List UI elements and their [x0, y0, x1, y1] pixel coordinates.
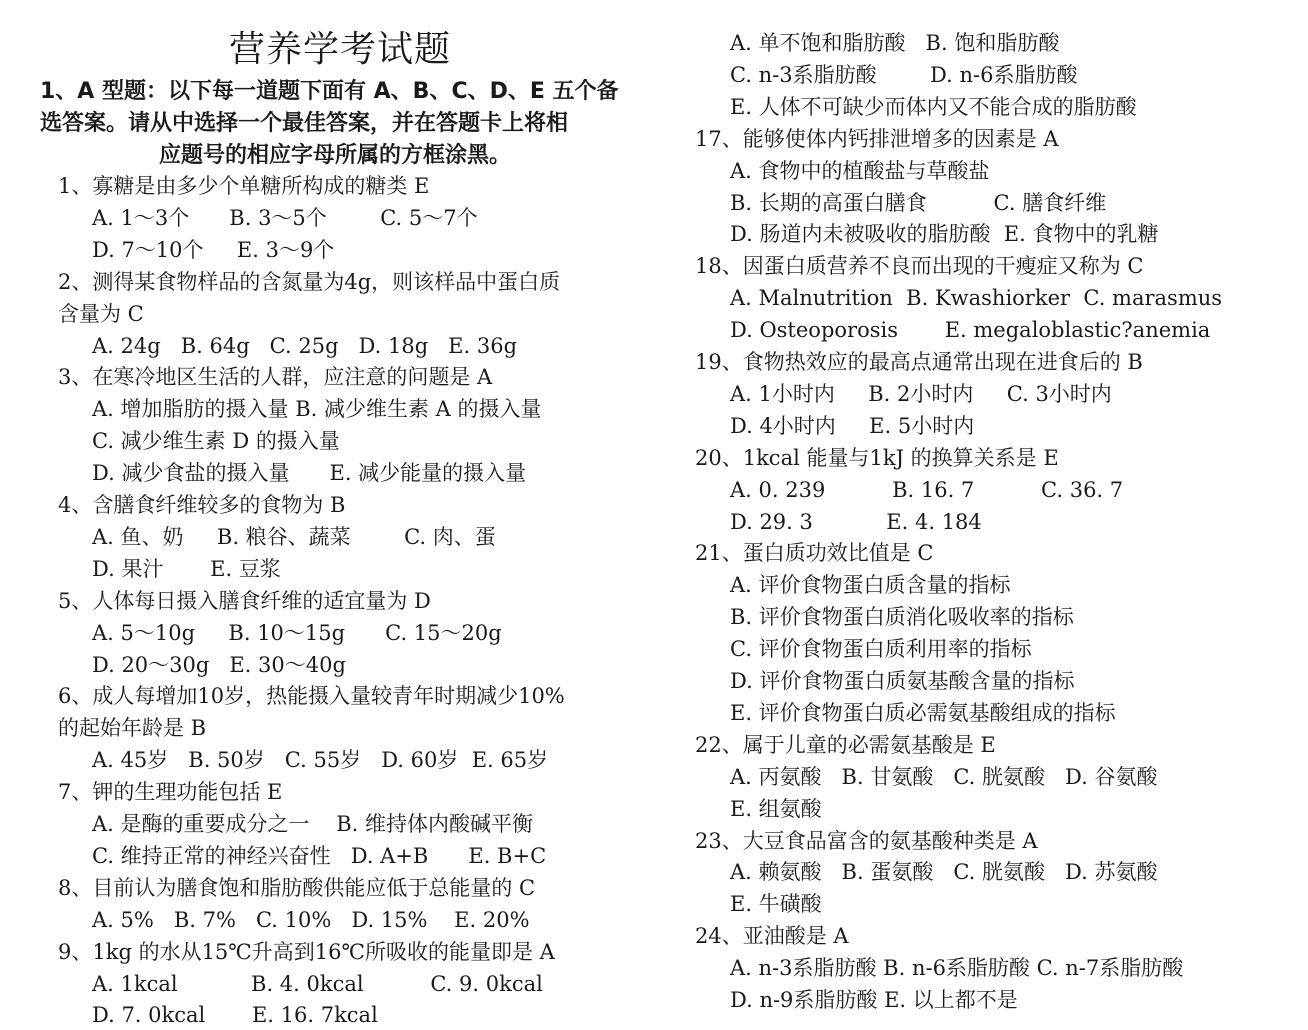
options-q17-opts-3: D. 肠道内未被吸收的脂肪酸 E. 食物中的乳糖: [730, 222, 1159, 247]
options-q1-opts-1: A. 1～3个 B. 3～5个 C. 5～7个: [92, 205, 478, 230]
options-q5-opts-1: A. 5～10g B. 10～15g C. 15～20g: [92, 620, 502, 645]
options-q21-opt-d: D. 评价食物蛋白质氨基酸含量的指标: [730, 669, 1075, 693]
question-q3: 3、在寒冷地区生活的人群，应注意的问题是 A: [58, 365, 493, 390]
options-q22-opts-1: A. 丙氨酸 B. 甘氨酸 C. 胱氨酸 D. 谷氨酸: [730, 764, 1158, 789]
instructions-line-2: 选答案。请从中选择一个最佳答案，并在答题卡上将相: [40, 111, 569, 136]
options-q20-opts-1: A. 0. 239 B. 16. 7 C. 36. 7: [730, 477, 1124, 502]
question-q2: 2、测得某食物样品的含氮量为4g，则该样品中蛋白质: [58, 269, 561, 294]
options-q16-opts-3: E. 人体不可缺少而体内又不能合成的脂肪酸: [730, 94, 1137, 119]
options-q20-opts-2: D. 29. 3 E. 4. 184: [730, 509, 982, 534]
question-q9: 9、1kg 的水从15℃升高到16℃所吸收的能量即是 A: [58, 939, 555, 964]
question-q7: 7、钾的生理功能包括 E: [58, 780, 283, 805]
options-q19-opts-1: A. 1小时内 B. 2小时内 C. 3小时内: [730, 381, 1112, 406]
options-q19-opts-2: D. 4小时内 E. 5小时内: [730, 413, 975, 438]
options-q18-opts-2: D. Osteoporosis E. megaloblastic?anemia: [730, 318, 1211, 343]
options-q16-opts-2: C. n-3系脂肪酸 D. n-6系脂肪酸: [730, 62, 1078, 87]
question-q20: 20、1kcal 能量与1kJ 的换算关系是 E: [695, 445, 1059, 470]
question-q1: 1、寡糖是由多少个单糖所构成的糖类 E: [58, 174, 430, 198]
options-q3-opts-1: A. 增加脂肪的摄入量 B. 减少维生素 A 的摄入量: [92, 397, 542, 422]
options-q17-opts-2: B. 长期的高蛋白膳食 C. 膳食纤维: [730, 190, 1107, 215]
question-q22: 22、属于儿童的必需氨基酸是 E: [695, 732, 996, 757]
options-q7-opts-2: C. 维持正常的神经兴奋性 D. A+B E. B+C: [92, 843, 547, 868]
options-q4-opts-1: A. 鱼、奶 B. 粮谷、蔬菜 C. 肉、蛋: [92, 524, 496, 549]
options-q3-opts-3: D. 减少食盐的摄入量 E. 减少能量的摄入量: [92, 461, 527, 486]
question-q24: 24、亚油酸是 A: [695, 924, 849, 949]
question-q19: 19、食物热效应的最高点通常出现在进食后的 B: [695, 350, 1143, 374]
options-q24-opts-2: D. n-9系脂肪酸 E. 以上都不是: [730, 988, 1018, 1012]
instructions-line-3: 应题号的相应字母所属的方框涂黑。: [158, 143, 511, 168]
page-title: 营养学考试题: [228, 29, 451, 70]
options-q22-opts-2: E. 组氨酸: [730, 796, 822, 821]
options-q16-opts-1: A. 单不饱和脂肪酸 B. 饱和脂肪酸: [730, 31, 1060, 55]
question-q23: 23、大豆食品富含的氨基酸种类是 A: [695, 828, 1038, 853]
question-q18: 18、因蛋白质营养不良而出现的干瘦症又称为 C: [695, 254, 1144, 279]
options-q21-opt-b: B. 评价食物蛋白质消化吸收率的指标: [730, 605, 1074, 630]
options-q3-opts-2: C. 减少维生素 D 的摄入量: [92, 429, 340, 454]
question-q17: 17、能够使体内钙排泄增多的因素是 A: [695, 126, 1059, 151]
options-q23-opts-1: A. 赖氨酸 B. 蛋氨酸 C. 胱氨酸 D. 苏氨酸: [730, 860, 1158, 885]
question-q4: 4、含膳食纤维较多的食物为 B: [58, 493, 346, 517]
options-q23-opts-2: E. 牛磺酸: [730, 892, 822, 917]
question-q21: 21、蛋白质功效比值是 C: [695, 541, 934, 566]
question-q6: 6、成人每增加10岁，热能摄入量较青年时期减少10%: [58, 684, 565, 709]
instructions: [40, 76, 630, 172]
options-q1-opts-2: D. 7～10个 E. 3～9个: [92, 237, 335, 262]
options-q17-opts-1: A. 食物中的植酸盐与草酸盐: [730, 158, 990, 183]
question-q6-cont: 的起始年龄是 B: [58, 716, 207, 741]
options-q5-opts-2: D. 20～30g E. 30～40g: [92, 652, 346, 677]
options-q4-opts-2: D. 果汁 E. 豆浆: [92, 556, 281, 581]
question-q8: 8、目前认为膳食饱和脂肪酸供能应低于总能量的 C: [58, 875, 536, 900]
options-q21-opt-c: C. 评价食物蛋白质利用率的指标: [730, 637, 1032, 662]
options-q9-opts-2: D. 7. 0kcal E. 16. 7kcal: [92, 1003, 378, 1028]
options-q7-opts-1: A. 是酶的重要成分之一 B. 维持体内酸碱平衡: [92, 812, 533, 836]
options-q21-opt-e: E. 评价食物蛋白质必需氨基酸组成的指标: [730, 700, 1116, 725]
options-q6-opts: A. 45岁 B. 50岁 C. 55岁 D. 60岁 E. 65岁: [92, 748, 549, 773]
options-q18-opts-1: A. Malnutrition B. Kwashiorker C. marasmus: [730, 286, 1223, 311]
question-q2-cont: 含量为 C: [58, 301, 144, 326]
options-q8-opts: A. 5% B. 7% C. 10% D. 15% E. 20%: [92, 907, 530, 932]
options-q24-opts-1: A. n-3系脂肪酸 B. n-6系脂肪酸 C. n-7系脂肪酸: [730, 956, 1184, 981]
question-q5: 5、人体每日摄入膳食纤维的适宜量为 D: [58, 588, 431, 613]
instructions-line-1: 1、A 型题：以下每一道题下面有 A、B、C、D、E 五个备: [40, 79, 619, 104]
options-q2-opts: A. 24g B. 64g C. 25g D. 18g E. 36g: [92, 333, 518, 358]
options-q9-opts-1: A. 1kcal B. 4. 0kcal C. 9. 0kcal: [92, 971, 543, 996]
options-q21-opt-a: A. 评价食物蛋白质含量的指标: [730, 573, 1011, 598]
